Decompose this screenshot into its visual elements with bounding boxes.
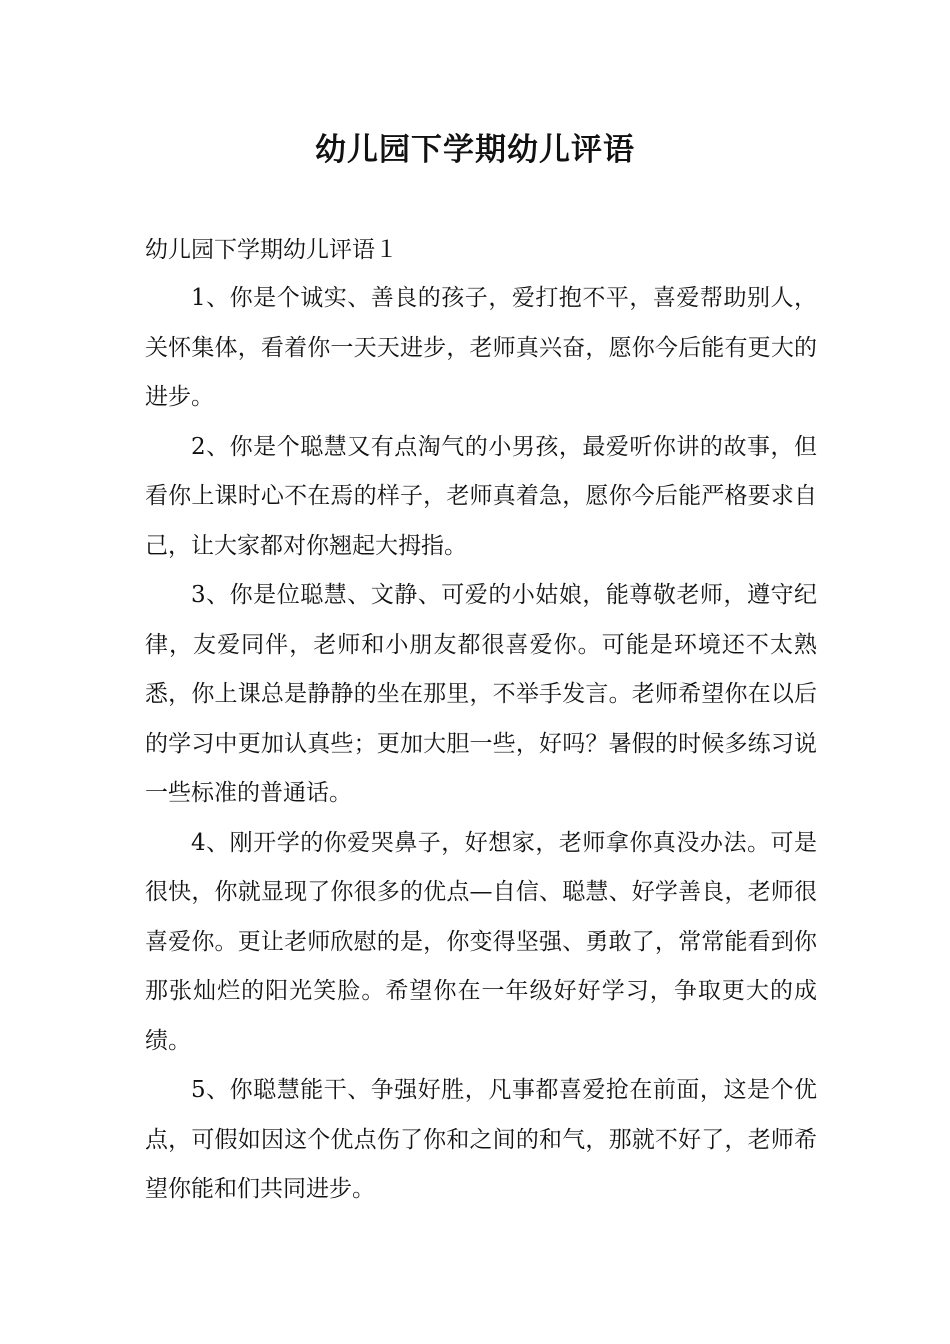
comment-paragraph-1: 1、你是个诚实、善良的孩子，爱打抱不平，喜爱帮助别人，关怀集体，看着你一天天进步，老师真兴奋，愿你今后能有更大的进步。 bbox=[145, 285, 817, 410]
comment-paragraph-5: 5、你聪慧能干、争强好胜，凡事都喜爱抢在前面，这是个优点，可假如因这个优点伤了你和之间的和气，那就不好了，老师希望你能和们共同进步。 bbox=[145, 1077, 817, 1202]
section-heading: 幼儿园下学期幼儿评语１ bbox=[145, 237, 398, 263]
document-body bbox=[145, 226, 817, 1215]
comment-paragraph-2: 2、你是个聪慧又有点淘气的小男孩，最爱听你讲的故事，但看你上课时心不在焉的样子，老师真着急，愿你今后能严格要求自己，让大家都对你翘起大拇指。 bbox=[145, 433, 817, 559]
comment-paragraph-4: 4、刚开学的你爱哭鼻子，好想家，老师拿你真没办法。可是很快，你就显现了你很多的优点—自信、聪慧、好学善良，老师很喜爱你。更让老师欣慰的是，你变得坚强、勇敢了，常常能看到你那张灿烂的阳光笑脸。希望你在一年级好好学习，争取更大的成绩。 bbox=[145, 829, 817, 1054]
comment-paragraph-3: 3、你是位聪慧、文静、可爱的小姑娘，能尊敬老师，遵守纪律，友爱同伴，老师和小朋友都很喜爱你。可能是环境还不太熟悉，你上课总是静静的坐在那里，不举手发言。老师希望你在以后的学习中更加认真些；更加大胆一些，好吗？暑假的时候多练习说一些标准的普通话。 bbox=[145, 582, 817, 806]
document-title: 幼儿园下学期幼儿评语 bbox=[315, 132, 635, 168]
